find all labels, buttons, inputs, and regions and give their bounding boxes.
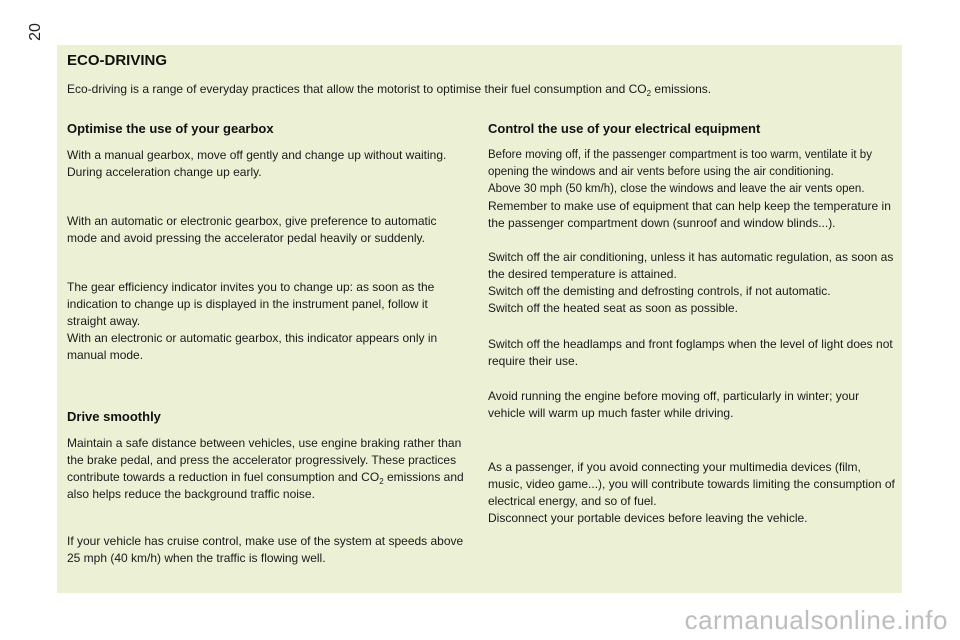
intro-subscript: 2 <box>646 89 652 98</box>
electrical-paragraph-8: Avoid running the engine before moving off, particularly in winter; your vehicle will warm up much faster while driving. <box>488 389 860 420</box>
electrical-paragraph-6: Switch off the heated seat as soon as possible. <box>488 301 738 315</box>
gearbox-paragraph-1: With a manual gearbox, move off gently and change up without waiting. During acceleration change up early. <box>67 148 447 179</box>
intro-text-end: emissions. <box>651 82 712 96</box>
intro-text-start: Eco-driving is a range of everyday practices that allow the motorist to optimise their fuel consumption and CO <box>67 82 647 96</box>
watermark: carmanualsonline.info <box>684 605 948 635</box>
smooth-paragraph-1-end: emissions and also helps reduce the background traffic noise. <box>67 470 464 501</box>
gearbox-section-title: Optimise the use of your gearbox <box>67 121 274 136</box>
gearbox-paragraph-4: With an electronic or automatic gearbox, this indicator appears only in manual mode. <box>67 331 438 362</box>
electrical-paragraph-5: Switch off the demisting and defrosting controls, if not automatic. <box>488 284 831 298</box>
electrical-paragraph-9: As a passenger, if you avoid connecting your multimedia devices (film, music, video game...), you will contribute towards limiting the consumption of electrical energy, and so of fuel. <box>488 460 895 508</box>
electrical-paragraph-2: Above 30 mph (50 km/h), close the windows and leave the air vents open. <box>488 183 865 195</box>
gearbox-paragraph-3: The gear efficiency indicator invites you to change up: as soon as the indication to change up is displayed in the instrument panel, follow it straight away. <box>67 280 435 328</box>
smooth-paragraph-2: If your vehicle has cruise control, make use of the system at speeds above 25 mph (40 km/h) when the traffic is flowing well. <box>67 534 464 565</box>
electrical-paragraph-1: Before moving off, if the passenger compartment is too warm, ventilate it by opening the windows and air vents before using the air conditioning. <box>488 149 872 178</box>
smooth-subscript: 2 <box>379 477 384 486</box>
gearbox-paragraph-2: With an automatic or electronic gearbox, give preference to automatic mode and avoid pressing the accelerator pedal heavily or suddenly. <box>67 214 437 245</box>
eco-driving-panel <box>57 45 902 593</box>
electrical-paragraph-3: Remember to make use of equipment that can help keep the temperature in the passenger compartment down (sunroof and window blinds...). <box>488 199 891 230</box>
electrical-paragraph-7: Switch off the headlamps and front foglamps when the level of light does not require their use. <box>488 337 893 368</box>
electrical-paragraph-10: Disconnect your portable devices before leaving the vehicle. <box>488 511 808 525</box>
electrical-paragraph-4: Switch off the air conditioning, unless it has automatic regulation, as soon as the desired temperature is attained. <box>488 250 894 281</box>
smooth-paragraph-1-start: Maintain a safe distance between vehicles, use engine braking rather than the brake pedal, and press the accelerator progressively. These practices contribute towards a reduction in fuel consumption and CO <box>67 436 462 484</box>
page-title: ECO-DRIVING <box>67 52 168 69</box>
page-number: 20 <box>27 23 44 41</box>
electrical-section-title: Control the use of your electrical equipment <box>488 121 761 136</box>
smooth-paragraph-1 <box>67 435 467 503</box>
smooth-section-title: Drive smoothly <box>67 409 161 424</box>
intro-text <box>67 81 887 97</box>
